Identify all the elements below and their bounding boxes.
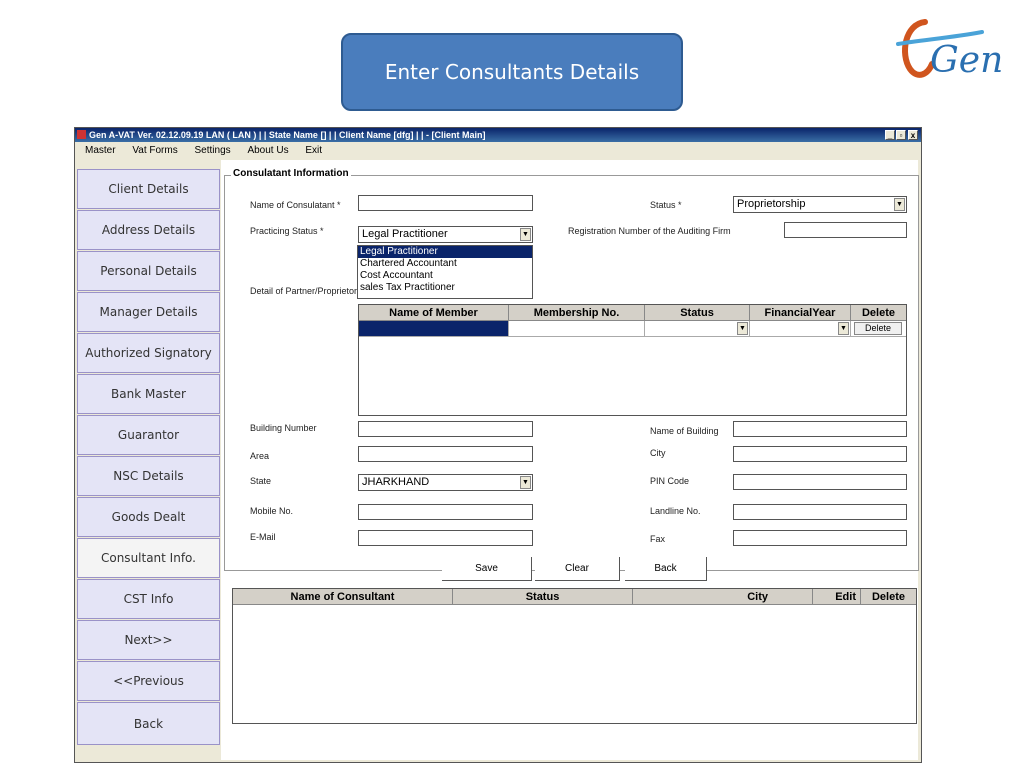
- grid-header[interactable]: FinancialYear: [750, 305, 851, 321]
- practicing-status-select[interactable]: [358, 226, 533, 243]
- practicing-selected-value: Legal Practitioner: [362, 228, 448, 240]
- close-button[interactable]: x: [908, 130, 918, 140]
- mobile-label: Mobile No.: [250, 506, 294, 516]
- dropdown-option[interactable]: Cost Accountant: [360, 270, 433, 281]
- landline-label: Landline No.: [650, 506, 701, 516]
- mobile-input[interactable]: [358, 504, 533, 520]
- chevron-down-icon[interactable]: ▼: [520, 476, 531, 489]
- window-title: Gen A-VAT Ver. 02.12.09.19 LAN ( LAN ) | | State Name [] | | Client Name [dfg] | | - [Client Main]: [89, 130, 486, 140]
- menu-settings[interactable]: Settings: [194, 145, 231, 156]
- sidebar-item-label: Client Details: [108, 182, 189, 196]
- sidebar-item-consultant-info[interactable]: [77, 538, 220, 578]
- delete-member-button[interactable]: Delete: [854, 322, 902, 335]
- chevron-down-icon[interactable]: ▼: [894, 198, 905, 211]
- member-status-cell[interactable]: [645, 321, 750, 337]
- grid-header[interactable]: Name of Member: [359, 305, 509, 321]
- delete-cell: [851, 321, 906, 337]
- sidebar-item-address-details[interactable]: [77, 210, 220, 250]
- state-label: State: [250, 476, 272, 486]
- sidebar-item-label: NSC Details: [113, 469, 184, 483]
- sidebar-item-label: Consultant Info.: [100, 551, 196, 565]
- sidebar-item-label: CST Info: [123, 592, 174, 606]
- name-of-building-label: Name of Building: [650, 426, 719, 436]
- city-input[interactable]: [733, 446, 907, 462]
- grid-header[interactable]: Status: [453, 589, 633, 605]
- sidebar-item-label: Address Details: [101, 223, 196, 237]
- dropdown-option[interactable]: Chartered Accountant: [360, 258, 457, 269]
- email-label: E-Mail: [250, 532, 276, 542]
- building-number-label: Building Number: [250, 423, 317, 433]
- sidebar-item-label: Manager Details: [99, 305, 198, 319]
- sidebar-item-client-details[interactable]: [77, 169, 220, 209]
- consultant-name-input[interactable]: [358, 195, 533, 211]
- pin-code-input[interactable]: [733, 474, 907, 490]
- chevron-down-icon[interactable]: ▼: [737, 322, 748, 335]
- member-name-cell[interactable]: [359, 321, 509, 337]
- area-label: Area: [250, 451, 270, 461]
- menu-exit[interactable]: Exit: [305, 145, 323, 156]
- grid-header[interactable]: Name of Consultant: [233, 589, 453, 605]
- sidebar-item-label: Guarantor: [117, 428, 180, 442]
- name-label: Name of Consulatant *: [250, 200, 341, 210]
- sidebar-item-label: <<Previous: [113, 674, 184, 688]
- dropdown-option[interactable]: Legal Practitioner: [358, 246, 532, 258]
- sidebar-item-previous[interactable]: [77, 661, 220, 701]
- sidebar-item-label: Goods Dealt: [111, 510, 186, 524]
- building-number-input[interactable]: [358, 421, 533, 437]
- sidebar-item-label: Authorized Signatory: [85, 346, 212, 360]
- dropdown-option[interactable]: sales Tax Practitioner: [360, 282, 455, 293]
- logo-text: Gen: [930, 40, 1004, 81]
- status-label: Status *: [650, 200, 682, 210]
- grid-header[interactable]: City: [633, 589, 813, 605]
- sidebar-item-cst-info[interactable]: [77, 579, 220, 619]
- grid-header[interactable]: Delete: [851, 305, 906, 321]
- banner-title: Enter Consultants Details: [384, 60, 640, 84]
- sidebar-item-manager-details[interactable]: [77, 292, 220, 332]
- state-select[interactable]: [358, 474, 533, 491]
- member-grid: [358, 304, 907, 416]
- membership-no-cell[interactable]: [509, 321, 645, 337]
- city-label: City: [650, 448, 666, 458]
- grid-header[interactable]: Status: [645, 305, 750, 321]
- gen-logo: [870, 14, 1004, 84]
- registration-number-input[interactable]: [784, 222, 907, 238]
- menu-about-us[interactable]: About Us: [247, 145, 289, 156]
- practicing-status-dropdown: [357, 245, 533, 299]
- sidebar-item-authorized-signatory[interactable]: [77, 333, 220, 373]
- minimize-button[interactable]: _: [885, 130, 895, 140]
- group-title: Consulatant Information: [233, 168, 349, 179]
- sidebar-item-label: Back: [133, 716, 164, 731]
- chevron-down-icon[interactable]: ▼: [838, 322, 849, 335]
- back-button[interactable]: Back: [625, 557, 707, 581]
- financial-year-cell[interactable]: [750, 321, 851, 337]
- sidebar-item-nsc-details[interactable]: [77, 456, 220, 496]
- consultant-grid: [232, 588, 917, 724]
- chevron-down-icon[interactable]: ▼: [520, 228, 531, 241]
- grid-header[interactable]: Delete: [861, 589, 916, 605]
- sidebar-item-goods-dealt[interactable]: [77, 497, 220, 537]
- menu-vat-forms[interactable]: Vat Forms: [132, 145, 178, 156]
- registration-label: Registration Number of the Auditing Firm: [568, 226, 731, 236]
- name-of-building-input[interactable]: [733, 421, 907, 437]
- clear-button[interactable]: Clear: [535, 557, 620, 581]
- window-titlebar: [75, 128, 921, 142]
- grid-header[interactable]: Edit: [813, 589, 861, 605]
- fax-label: Fax: [650, 534, 666, 544]
- partner-detail-label: Detail of Partner/Proprietor: [250, 286, 358, 296]
- menu-bar: [75, 142, 921, 160]
- pin-code-label: PIN Code: [650, 476, 690, 486]
- sidebar-item-back[interactable]: [77, 702, 220, 745]
- practicing-status-label: Practicing Status *: [250, 226, 324, 236]
- sidebar: [77, 161, 220, 761]
- landline-input[interactable]: [733, 504, 907, 520]
- restore-button[interactable]: ▫: [896, 130, 906, 140]
- status-selected-value: Proprietorship: [737, 198, 806, 210]
- menu-master[interactable]: Master: [85, 145, 116, 156]
- sidebar-item-next[interactable]: [77, 620, 220, 660]
- page-banner: [341, 33, 683, 111]
- status-select[interactable]: [733, 196, 907, 213]
- save-button[interactable]: Save: [442, 557, 532, 581]
- app-icon: [77, 130, 86, 139]
- fax-input[interactable]: [733, 530, 907, 546]
- sidebar-item-personal-details[interactable]: [77, 251, 220, 291]
- area-input[interactable]: [358, 446, 533, 462]
- state-selected-value: JHARKHAND: [362, 476, 430, 488]
- sidebar-item-label: Personal Details: [100, 264, 197, 278]
- sidebar-item-bank-master[interactable]: [77, 374, 220, 414]
- grid-header[interactable]: Membership No.: [509, 305, 645, 321]
- sidebar-item-guarantor[interactable]: [77, 415, 220, 455]
- email-input[interactable]: [358, 530, 533, 546]
- sidebar-item-label: Next>>: [124, 633, 173, 647]
- sidebar-item-label: Bank Master: [111, 387, 186, 401]
